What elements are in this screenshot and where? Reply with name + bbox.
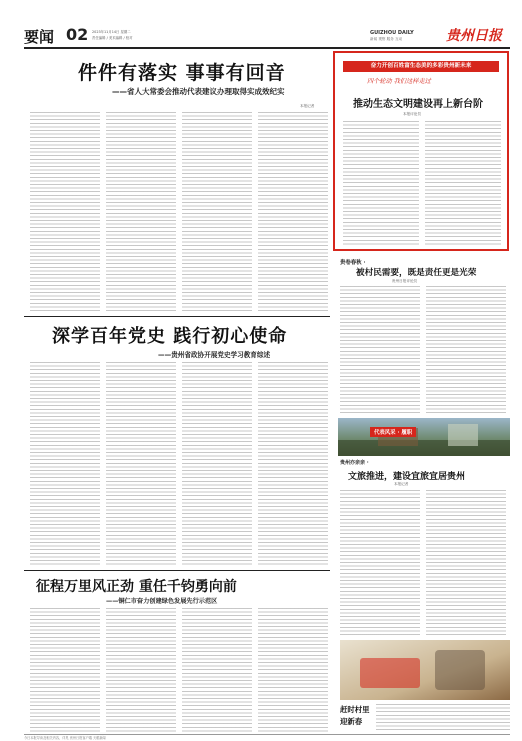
main-article-body-col3	[182, 112, 252, 312]
section-rule-1	[24, 316, 330, 317]
culture-byline: 本报记者	[394, 482, 409, 486]
masthead-meta-1: 2023年11月14日 星期二	[92, 30, 131, 34]
party-headline: 深学百年党史 践行初心使命	[52, 326, 288, 347]
feature-tag: 四个轮动 我们这样走过	[367, 78, 431, 85]
party-body-col2	[106, 362, 176, 566]
main-subheadline: ——省人大常委会推动代表建议办理取得实成效纪实	[112, 87, 285, 96]
bottom-subheadline: ——铜仁市奋力创建绿色发展先行示范区	[106, 598, 218, 605]
main-article-body-col4	[258, 112, 328, 312]
paper-sub: 新闻 观察 服务 互动	[370, 37, 403, 41]
bottom-body-col1	[30, 608, 100, 732]
masthead-rule	[24, 47, 510, 49]
feature-box	[333, 51, 509, 251]
photo-strip-label: 代表风采 · 履职	[370, 427, 416, 437]
comment-title: 被村民需要，既是责任更是光荣	[356, 268, 477, 278]
photo-caption-title-1: 赶时村里	[340, 705, 370, 714]
bottom-headline: 征程万里风正劲 重任千钧勇向前	[36, 579, 237, 595]
footer-text: 今日本报导读及相关内容，详见 贵州日报客户端 天眼新闻	[24, 736, 106, 740]
bottom-body-col2	[106, 608, 176, 732]
main-headline: 件件有落实 事事有回音	[78, 62, 286, 84]
feature-body-col2	[425, 121, 501, 245]
comment-byline: 贵州日报评论员	[392, 279, 418, 283]
main-article-body-col1	[30, 112, 100, 312]
comment-header: 贵卷春秋 ·	[340, 260, 366, 266]
photo-caption-title-2: 迎新春	[340, 717, 363, 726]
spring-photo	[340, 640, 510, 700]
comment-body-col1	[340, 286, 420, 414]
bottom-body-col4	[258, 608, 328, 732]
news-photo	[338, 418, 510, 456]
culture-kicker: 贵州亦亲亲 ·	[340, 460, 369, 466]
feature-banner: 奋力开创百姓富生态美的多彩贵州新未来	[343, 61, 499, 72]
culture-body-col1	[340, 490, 420, 636]
bottom-body-col3	[182, 608, 252, 732]
party-body-col3	[182, 362, 252, 566]
paper-en-name: GUIZHOU DAILY	[370, 30, 414, 36]
culture-body-col2	[426, 490, 506, 636]
comment-body-col2	[426, 286, 506, 414]
party-body-col4	[258, 362, 328, 566]
masthead	[0, 22, 522, 46]
party-body-col1	[30, 362, 100, 566]
feature-body-col1	[343, 121, 419, 245]
paper-logo: 贵州日报	[446, 28, 502, 44]
section-title: 要闻	[24, 28, 55, 46]
main-article-body-col2	[106, 112, 176, 312]
photo-caption-body	[376, 704, 510, 730]
feature-title: 推动生态文明建设再上新台阶	[353, 99, 483, 110]
page-number: 02	[66, 25, 89, 44]
main-byline: 本报记者	[300, 104, 315, 108]
feature-byline: 本报评论员	[403, 112, 421, 116]
party-subheadline: ——贵州省政协开展党史学习教育综述	[158, 351, 271, 359]
culture-title: 文旅推进，建设宜旅宜居贵州	[348, 472, 466, 482]
section-rule-2	[24, 570, 330, 571]
masthead-meta-2: 责任编辑 / 美术编辑 / 校对	[92, 36, 133, 40]
